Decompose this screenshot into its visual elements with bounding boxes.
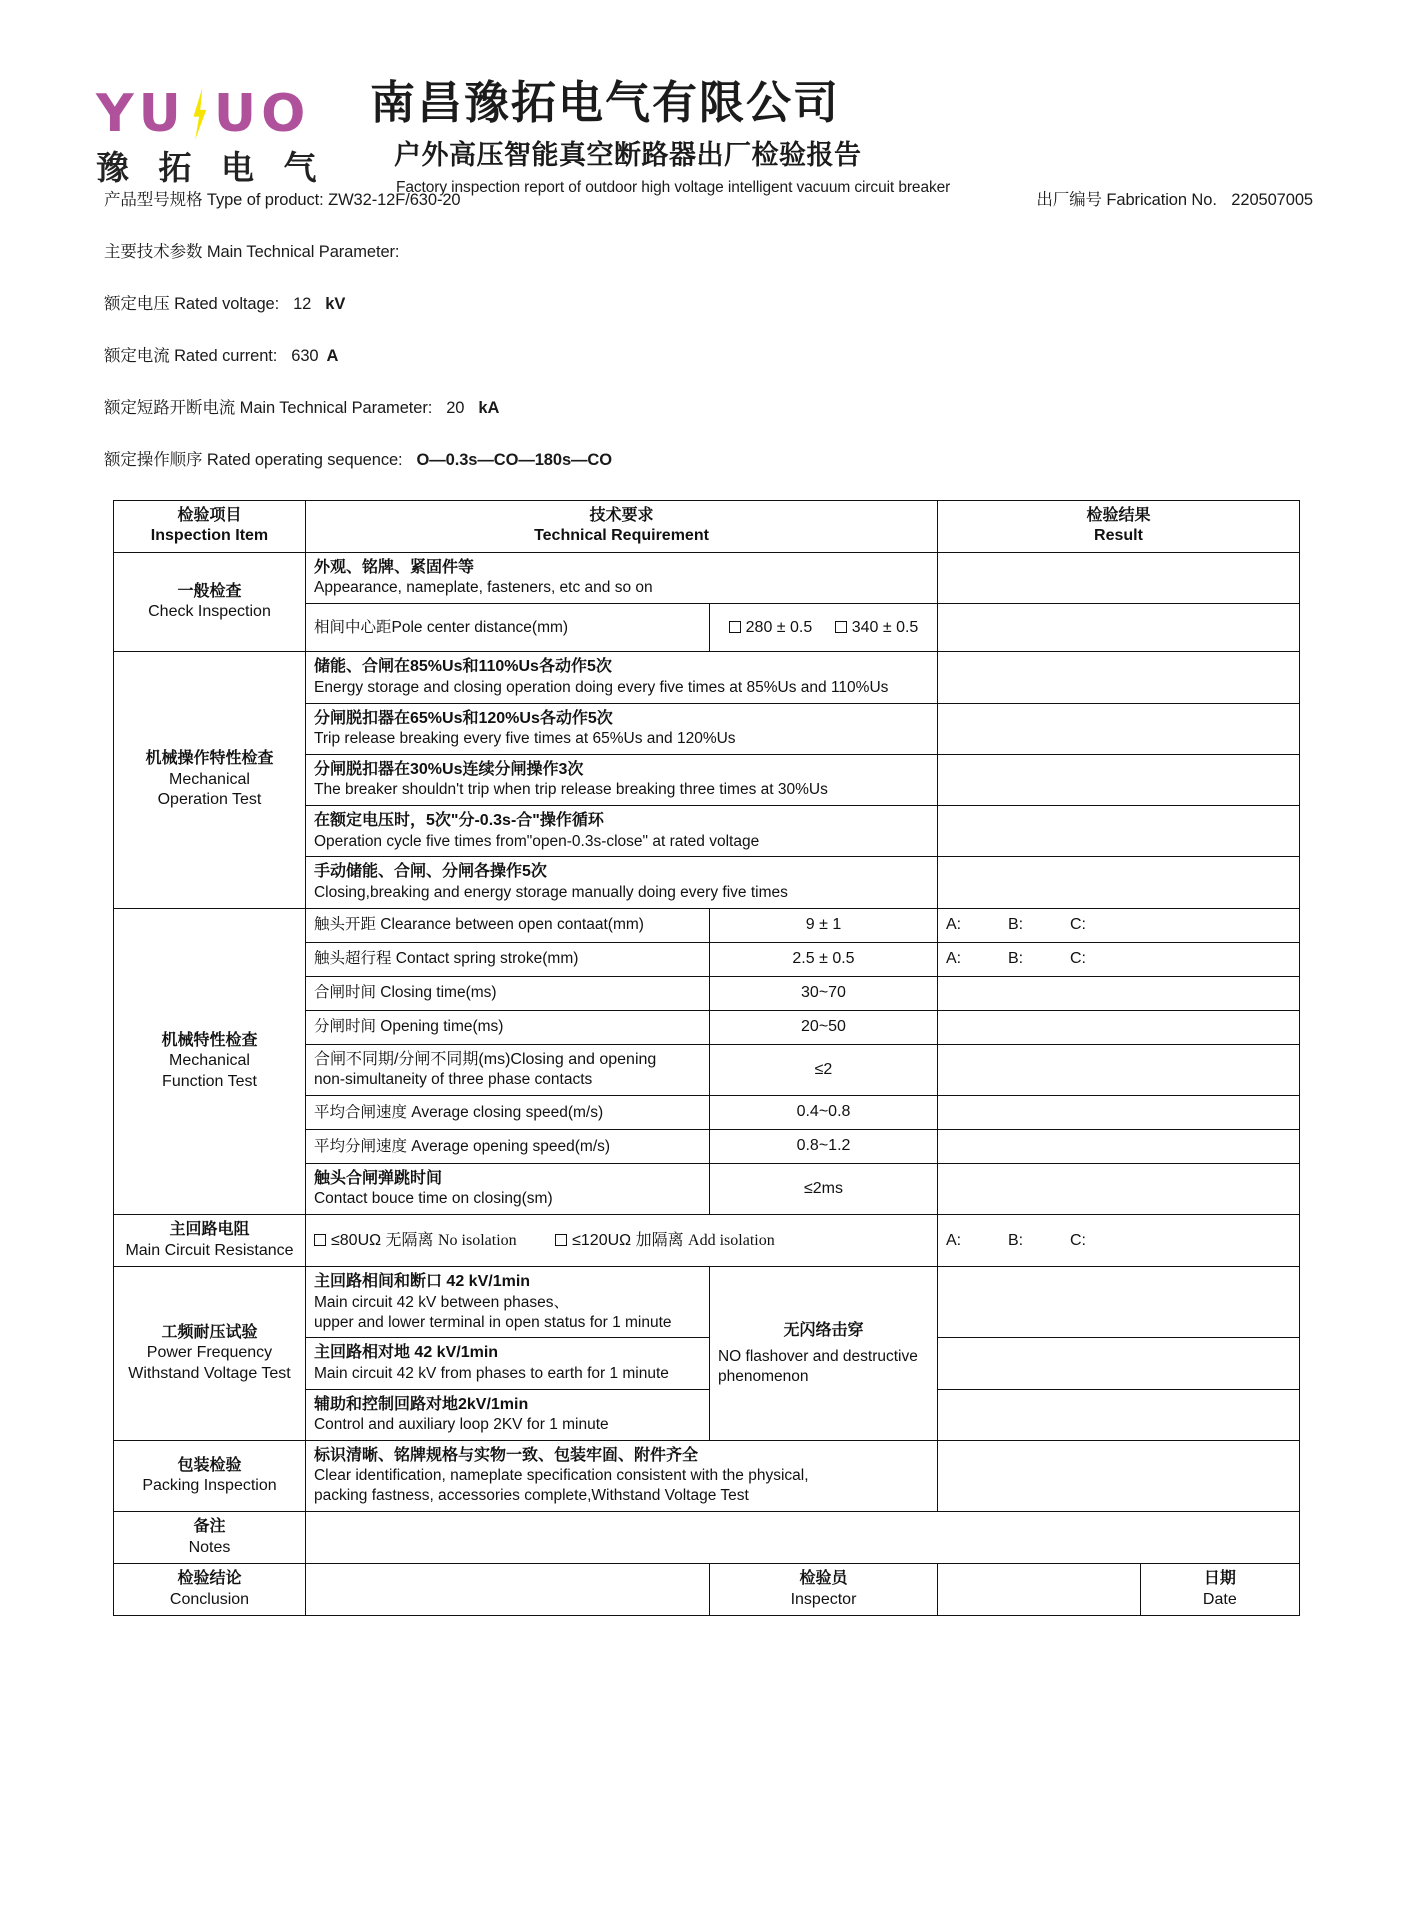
checkbox-icon[interactable] — [555, 1234, 567, 1246]
phase-b-label: B: — [1008, 915, 1024, 933]
operating-sequence-value: O—0.3s—CO—180s—CO — [416, 451, 612, 469]
rated-voltage-value: 12 — [293, 295, 312, 313]
rated-voltage-line — [104, 290, 1413, 314]
bounce-zh: 触头合闸弹跳时间 — [313, 1170, 442, 1188]
noflash-en1: NO flashover and destructive — [717, 1348, 918, 1366]
no-trip-zh: 分闸脱扣器在30%Us连续分闸操作3次 — [313, 760, 584, 778]
breaking-current-unit: kA — [478, 399, 500, 417]
category-conclusion — [113, 1564, 305, 1616]
table-row — [113, 1215, 1299, 1267]
fabrication-label: 出厂编号 Fabrication No. — [1036, 191, 1217, 209]
header-technical-requirement — [305, 501, 937, 553]
phase-c-label: C: — [1070, 949, 1086, 967]
opening-time-label: 分闸时间 Opening time(ms) — [313, 1018, 504, 1036]
company-logo — [96, 78, 354, 187]
req-closing-time — [305, 976, 709, 1010]
cat-mcr-zh: 主回路电阻 — [169, 1221, 250, 1239]
noflash-zh: 无闪络击穿 — [783, 1321, 864, 1339]
category-inspector — [709, 1564, 937, 1616]
checkbox-icon[interactable] — [314, 1234, 326, 1246]
inspector-date-group — [938, 1564, 1300, 1616]
lightning-bolt-icon — [187, 88, 213, 140]
mcr-option-120[interactable] — [555, 1231, 775, 1251]
header-req-zh: 技术要求 — [589, 507, 654, 524]
phase-labels — [946, 915, 1132, 935]
trip-release-zh: 分闸脱扣器在65%Us和120%Us各动作5次 — [313, 709, 613, 727]
result-trip-release[interactable] — [938, 703, 1300, 754]
report-title-zh: 户外高压智能真空断路器出厂检验报告 — [394, 140, 862, 172]
cat-pf-en1: Power Frequency — [146, 1344, 273, 1362]
spec-pole-center — [709, 604, 937, 652]
spec-spring-stroke: 2.5 ± 0.5 — [709, 942, 937, 976]
operating-sequence-line — [104, 446, 1413, 470]
spec-non-simultaneity: ≤2 — [709, 1044, 937, 1095]
req-pf-phases — [305, 1267, 709, 1338]
cat-check-en: Check Inspection — [148, 603, 271, 621]
pf1-en1: Main circuit 42 kV between phases、 — [313, 1293, 570, 1311]
category-mechanical-function — [113, 908, 305, 1215]
category-check-inspection — [113, 552, 305, 651]
mcr-option-80[interactable] — [314, 1231, 517, 1251]
cat-mechfn-en1: Mechanical — [169, 1052, 250, 1070]
spring-stroke-label: 触头超行程 Contact spring stroke(mm) — [313, 950, 579, 968]
pf3-zh: 辅助和控制回路对地2kV/1min — [313, 1395, 529, 1413]
spec-closing-time: 30~70 — [709, 976, 937, 1010]
pf1-zh: 主回路相间和断口 42 kV/1min — [313, 1273, 531, 1291]
cat-mechop-zh: 机械操作特性检查 — [145, 750, 274, 768]
phase-c-label: C: — [1070, 1231, 1086, 1249]
appearance-en: Appearance, nameplate, fasteners, etc and so on — [313, 579, 653, 597]
op-cycle-zh: 在额定电压时，5次"分-0.3s-合"操作循环 — [313, 812, 604, 830]
title-block — [354, 78, 1413, 197]
spec-main-circuit-resistance — [305, 1215, 937, 1267]
category-mechanical-operation — [113, 652, 305, 908]
req-operation-cycle — [305, 806, 937, 857]
phase-a-label: A: — [946, 1231, 962, 1249]
cat-mechop-en1: Mechanical — [169, 770, 250, 788]
logo-wordmark — [96, 84, 311, 144]
phase-labels — [946, 1231, 1132, 1251]
req-energy-storage — [305, 652, 937, 703]
table-row — [113, 1512, 1299, 1564]
result-non-simultaneity[interactable] — [938, 1044, 1300, 1095]
report-title-en: Factory inspection report of outdoor high voltage intelligent vacuum circuit breaker — [396, 178, 951, 196]
category-main-circuit-resistance — [113, 1215, 305, 1267]
spec-clearance: 9 ± 1 — [709, 908, 937, 942]
pf1-en2: upper and lower terminal in open status for 1 minute — [313, 1313, 672, 1331]
table-row — [113, 1267, 1299, 1338]
energy-storage-en: Energy storage and closing operation doing every five times at 85%Us and 110%Us — [313, 678, 889, 696]
cat-date-zh: 日期 — [1203, 1570, 1236, 1588]
req-bounce-time — [305, 1164, 709, 1215]
category-packing-inspection — [113, 1440, 305, 1511]
cat-notes-zh: 备注 — [193, 1518, 226, 1536]
checkbox-icon[interactable] — [835, 621, 847, 633]
result-avg-opening-speed[interactable] — [938, 1130, 1300, 1164]
result-closing-time[interactable] — [938, 976, 1300, 1010]
rated-current-value: 630 — [291, 347, 319, 365]
result-pole-center[interactable] — [938, 604, 1300, 652]
table-row — [113, 652, 1299, 703]
avg-closing-label: 平均合闸速度 Average closing speed(m/s) — [313, 1103, 604, 1121]
conclusion-value[interactable] — [305, 1564, 709, 1616]
cat-inspector-en: Inspector — [790, 1590, 857, 1608]
operating-sequence-label: 额定操作顺序 Rated operating sequence: — [104, 451, 403, 469]
technical-parameters — [0, 238, 1413, 470]
category-notes — [113, 1512, 305, 1564]
mcr-opt2-en: Add isolation — [688, 1231, 775, 1249]
req-manual-operation — [305, 857, 937, 908]
logo-mark — [96, 86, 354, 142]
rated-voltage-label: 额定电压 Rated voltage: — [104, 295, 280, 313]
req-spring-stroke — [305, 942, 709, 976]
packing-en2: packing fastness, accessories complete,Withstand Voltage Test — [313, 1487, 749, 1505]
result-bounce-time[interactable] — [938, 1164, 1300, 1215]
op-cycle-en: Operation cycle five times from"open-0.3s-close" at rated voltage — [313, 832, 760, 850]
mcr-opt2-value: ≤120UΩ — [572, 1231, 632, 1249]
non-simul-en: non-simultaneity of three phase contacts — [313, 1071, 593, 1089]
cat-packing-zh: 包装检验 — [177, 1456, 242, 1474]
product-type — [104, 186, 461, 210]
checkbox-icon[interactable] — [729, 621, 741, 633]
rated-current-line — [104, 342, 1413, 366]
params-section-label: 主要技术参数 Main Technical Parameter: — [104, 243, 400, 261]
energy-storage-zh: 储能、合闸在85%Us和110%Us各动作5次 — [313, 658, 612, 676]
cat-notes-en: Notes — [188, 1538, 231, 1556]
req-appearance — [305, 552, 937, 603]
inspector-value[interactable] — [938, 1564, 1140, 1615]
pf3-en: Control and auxiliary loop 2KV for 1 minute — [313, 1416, 609, 1434]
phase-c-label: C: — [1070, 915, 1086, 933]
cat-mcr-en: Main Circuit Resistance — [125, 1241, 294, 1259]
spec-bounce-time: ≤2ms — [709, 1164, 937, 1215]
breaking-current-line — [104, 394, 1413, 418]
inspection-table — [113, 500, 1300, 1616]
cat-mechop-en2: Operation Test — [157, 791, 262, 809]
cat-pf-zh: 工频耐压试验 — [161, 1323, 258, 1341]
phase-a-label: A: — [946, 949, 962, 967]
document-header — [0, 0, 1413, 196]
table-row — [113, 552, 1299, 603]
pf2-en: Main circuit 42 kV from phases to earth for 1 minute — [313, 1364, 669, 1382]
spec-avg-closing-speed: 0.4~0.8 — [709, 1096, 937, 1130]
no-trip-en: The breaker shouldn't trip when trip release breaking three times at 30%Us — [313, 781, 828, 799]
result-spring-stroke[interactable] — [938, 942, 1300, 976]
req-clearance — [305, 908, 709, 942]
pole-opt2-label: 340 ± 0.5 — [851, 618, 919, 636]
avg-opening-label: 平均分闸速度 Average opening speed(m/s) — [313, 1137, 611, 1155]
table-row — [113, 1440, 1299, 1511]
result-pf-control-loop[interactable] — [938, 1389, 1300, 1440]
product-type-label: 产品型号规格 Type of product: — [104, 191, 324, 209]
header-inspection-item — [113, 501, 305, 553]
result-appearance[interactable] — [938, 552, 1300, 603]
table-row — [113, 1564, 1299, 1616]
result-pf-phases[interactable] — [938, 1267, 1300, 1338]
req-packing — [305, 1440, 937, 1511]
pf2-zh: 主回路相对地 42 kV/1min — [313, 1344, 499, 1362]
logo-word-right: UO — [213, 84, 311, 144]
header-result-en: Result — [1094, 527, 1143, 545]
result-no-trip[interactable] — [938, 754, 1300, 805]
fabrication-no — [1036, 186, 1313, 210]
cat-conclusion-zh: 检验结论 — [177, 1570, 242, 1588]
result-main-circuit-resistance[interactable] — [938, 1215, 1300, 1267]
mcr-opt1-value: ≤80UΩ — [330, 1231, 382, 1249]
header-req-en: Technical Requirement — [534, 527, 709, 545]
phase-b-label: B: — [1008, 1231, 1024, 1249]
fabrication-value: 220507005 — [1231, 191, 1313, 209]
logo-word-left: YU — [96, 84, 186, 144]
manual-en: Closing,breaking and energy storage manually doing every five times — [313, 883, 788, 901]
phase-labels — [946, 949, 1132, 969]
packing-en1: Clear identification, nameplate specification consistent with the physical, — [313, 1467, 809, 1485]
notes-value[interactable] — [305, 1512, 1299, 1564]
clearance-label: 触头开距 Clearance between open contaat(mm) — [313, 916, 644, 934]
breaking-current-value: 20 — [446, 399, 465, 417]
noflash-en2: phenomenon — [717, 1367, 809, 1385]
manual-zh: 手动储能、合闸、分闸各操作5次 — [313, 863, 547, 881]
result-operation-cycle[interactable] — [938, 806, 1300, 857]
cat-inspector-zh: 检验员 — [799, 1570, 848, 1588]
cat-pf-en2: Withstand Voltage Test — [128, 1364, 291, 1382]
pole-center-label: 相间中心距Pole center distance(mm) — [313, 618, 569, 636]
phase-a-label: A: — [946, 915, 962, 933]
company-name: 南昌豫拓电气有限公司 — [370, 76, 841, 129]
cat-packing-en: Packing Inspection — [142, 1477, 277, 1495]
req-trip-release — [305, 703, 937, 754]
mcr-opt2-zh: 加隔离 — [635, 1231, 684, 1249]
result-opening-time[interactable] — [938, 1010, 1300, 1044]
req-non-simultaneity — [305, 1044, 709, 1095]
cat-conclusion-en: Conclusion — [169, 1590, 250, 1608]
result-avg-closing-speed[interactable] — [938, 1096, 1300, 1130]
inspection-table-wrap — [0, 470, 1413, 1616]
pole-opt1-label: 280 ± 0.5 — [745, 618, 813, 636]
cat-mechfn-zh: 机械特性检查 — [161, 1031, 258, 1049]
cat-mechfn-en2: Function Test — [162, 1072, 257, 1090]
spec-avg-opening-speed: 0.8~1.2 — [709, 1130, 937, 1164]
cat-check-zh: 一般检查 — [177, 582, 242, 600]
phase-b-label: B: — [1008, 949, 1024, 967]
header-item-en: Inspection Item — [150, 527, 269, 545]
table-row — [113, 908, 1299, 942]
req-pole-center — [305, 604, 709, 652]
logo-subtitle: 豫 拓 电 气 — [96, 148, 326, 187]
trip-release-en: Trip release breaking every five times at 65%Us and 120%Us — [313, 730, 736, 747]
category-date — [1140, 1564, 1299, 1615]
req-avg-opening-speed — [305, 1130, 709, 1164]
spec-opening-time: 20~50 — [709, 1010, 937, 1044]
product-type-value: ZW32-12F/630-20 — [328, 191, 461, 209]
breaking-current-label: 额定短路开断电流 Main Technical Parameter: — [104, 399, 433, 417]
header-result — [938, 501, 1300, 553]
appearance-zh: 外观、铭牌、紧固件等 — [313, 558, 474, 576]
pole-option-340[interactable] — [835, 618, 919, 638]
bounce-en: Contact bouce time on closing(sm) — [313, 1190, 553, 1208]
result-energy-storage[interactable] — [938, 652, 1300, 703]
non-simul-zh: 合闸不同期/分闸不同期(ms)Closing and opening — [313, 1050, 657, 1068]
mcr-opt1-en: No isolation — [438, 1231, 517, 1249]
packing-zh: 标识清晰、铭牌规格与实物一致、包装牢囼、附件齐全 — [313, 1446, 698, 1464]
req-no-trip — [305, 754, 937, 805]
result-clearance[interactable] — [938, 908, 1300, 942]
closing-time-label: 合闸时间 Closing time(ms) — [313, 984, 497, 1002]
spec-no-flashover — [709, 1267, 937, 1441]
rated-voltage-unit: kV — [325, 295, 346, 313]
req-avg-closing-speed — [305, 1096, 709, 1130]
result-manual-operation[interactable] — [938, 857, 1300, 908]
header-result-zh: 检验结果 — [1086, 507, 1151, 524]
result-packing[interactable] — [938, 1440, 1300, 1511]
category-power-frequency — [113, 1267, 305, 1441]
rated-current-unit: A — [326, 347, 339, 365]
pole-option-280[interactable] — [729, 618, 813, 638]
req-pf-control-loop — [305, 1389, 709, 1440]
result-pf-earth[interactable] — [938, 1338, 1300, 1389]
req-pf-earth — [305, 1338, 709, 1389]
mcr-opt1-zh: 无隔离 — [385, 1231, 434, 1249]
rated-current-label: 额定电流 Rated current: — [104, 347, 278, 365]
req-opening-time — [305, 1010, 709, 1044]
table-header-row — [113, 501, 1299, 553]
header-item-zh: 检验项目 — [177, 507, 242, 524]
cat-date-en: Date — [1202, 1590, 1237, 1608]
